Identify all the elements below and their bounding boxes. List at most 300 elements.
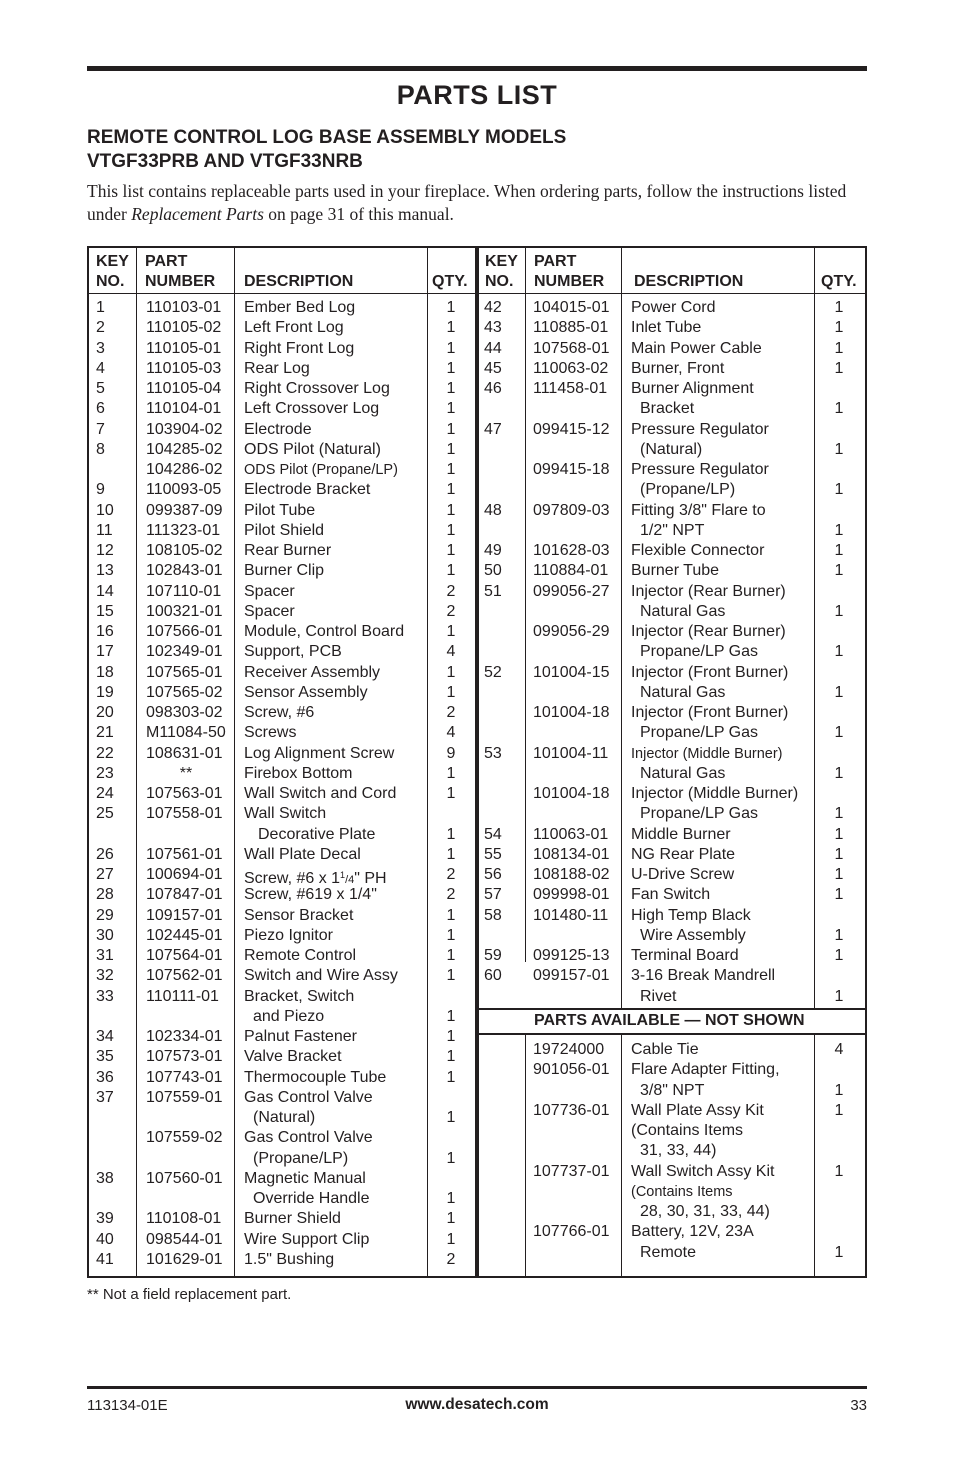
- description: (Propane/LP): [640, 481, 736, 499]
- description: (Contains Items: [631, 1122, 744, 1139]
- table-row: [479, 865, 865, 885]
- table-row: [89, 845, 475, 865]
- part-number: 108631-01: [146, 744, 223, 762]
- table-row: [479, 825, 865, 845]
- top-rule: [87, 66, 867, 71]
- description: Gas Control Valve: [244, 1088, 373, 1106]
- description: Screw, #6 x $1^1/4$" PH: [244, 870, 387, 887]
- table-row: [89, 440, 475, 460]
- table-row: [89, 1149, 475, 1169]
- header-description-right: DESCRIPTION: [634, 273, 744, 290]
- description: Burner Alignment: [631, 380, 754, 397]
- key-no: 50: [484, 562, 502, 580]
- description: Pressure Regulator: [631, 420, 769, 438]
- part-number: 098303-02: [146, 704, 223, 721]
- part-number: 19724000: [533, 1041, 605, 1058]
- description: Injector (Middle Burner): [631, 785, 799, 802]
- part-number: 110093-05: [146, 481, 222, 499]
- description: Propane/LP Gas: [640, 724, 759, 742]
- description: Terminal Board: [631, 947, 739, 964]
- table-row: [89, 622, 475, 642]
- table-row: [89, 906, 475, 926]
- table-row: [89, 642, 475, 662]
- table-row: [89, 764, 475, 784]
- key-no: 2: [96, 319, 105, 337]
- description: Right Crossover Log: [244, 380, 390, 397]
- key-no: 23: [96, 764, 114, 782]
- table-row: [479, 703, 865, 723]
- key-no: 27: [96, 866, 114, 883]
- part-number: 110105-01: [146, 339, 222, 357]
- table-row: [479, 339, 865, 359]
- table-row: [89, 460, 475, 480]
- part-number: 099387-09: [146, 501, 223, 519]
- intro-text-2: on page 31 of this manual.: [263, 204, 454, 224]
- description: Firebox Bottom: [244, 764, 353, 782]
- part-number: 107561-01: [146, 845, 223, 863]
- part-number: M11084-50: [146, 724, 226, 742]
- quantity: 4: [446, 643, 456, 661]
- key-no: 43: [484, 319, 502, 337]
- description: Left Front Log: [244, 319, 344, 337]
- table-row: [89, 339, 475, 359]
- key-no: 35: [96, 1048, 114, 1066]
- table-row: [479, 399, 865, 419]
- part-number: 107559-01: [146, 1088, 223, 1106]
- description: Wall Plate Decal: [244, 845, 361, 863]
- key-no: 21: [96, 724, 114, 742]
- part-number: 109157-01: [146, 906, 223, 924]
- part-number: 100321-01: [146, 602, 223, 620]
- key-no: 1: [96, 299, 105, 316]
- header-number: NUMBER: [145, 273, 216, 290]
- description: Thermocouple Tube: [244, 1068, 387, 1086]
- intro-paragraph: [87, 180, 877, 226]
- description: Flexible Connector: [631, 542, 765, 559]
- key-no: 26: [96, 845, 114, 863]
- table-row: [479, 379, 865, 399]
- description: Receiver Assembly: [244, 663, 381, 681]
- key-no: 45: [484, 359, 502, 377]
- description: Remote Control: [244, 947, 357, 964]
- table-row: [479, 723, 865, 743]
- table-row: [479, 764, 865, 784]
- quantity: 1: [446, 906, 456, 924]
- description: Screws: [244, 724, 297, 742]
- part-number: 099998-01: [533, 886, 610, 904]
- quantity: 1: [446, 1190, 456, 1207]
- table-row: [89, 744, 475, 764]
- quantity: 1: [446, 926, 456, 944]
- table-row: [89, 561, 475, 581]
- table-row: [89, 865, 475, 885]
- key-no: 13: [96, 562, 114, 580]
- table-row: [89, 501, 475, 521]
- footnote: ** Not a field replacement part.: [87, 1286, 292, 1303]
- quantity: 1: [834, 562, 844, 580]
- description: Palnut Fastener: [244, 1028, 357, 1045]
- fraction-denominator: /4: [345, 874, 355, 886]
- description: Injector (Rear Burner): [631, 623, 786, 640]
- part-number: 101004-18: [533, 704, 610, 721]
- description: Cable Tie: [631, 1041, 699, 1058]
- parts-table-right: [477, 246, 867, 1278]
- quantity: 1: [834, 987, 844, 1005]
- table-row: [479, 966, 865, 986]
- description: Wall Plate Assy Kit: [631, 1101, 764, 1119]
- quantity: 4: [446, 724, 456, 742]
- part-number: 107558-01: [146, 805, 223, 823]
- key-no: 24: [96, 785, 114, 802]
- table-row: [89, 987, 475, 1007]
- table-row: [89, 784, 475, 804]
- description: Inlet Tube: [631, 319, 702, 337]
- header-number-right: NUMBER: [534, 273, 605, 290]
- key-no: 32: [96, 967, 114, 985]
- quantity: 1: [834, 521, 844, 539]
- not-shown-title: PARTS AVAILABLE — NOT SHOWN: [534, 1012, 805, 1029]
- key-no: 22: [96, 744, 114, 762]
- quantity: 1: [446, 1028, 456, 1045]
- key-no: 19: [96, 683, 114, 701]
- table-row: [89, 318, 475, 338]
- part-number: 110063-01: [533, 825, 609, 843]
- header-description: DESCRIPTION: [244, 273, 354, 290]
- key-no: 47: [484, 420, 502, 438]
- key-no: 34: [96, 1028, 114, 1045]
- header-part: PART: [145, 253, 188, 270]
- key-no: 18: [96, 663, 114, 681]
- quantity: 1: [446, 521, 456, 539]
- description: Flare Adapter Fitting,: [631, 1061, 780, 1079]
- table-row: [479, 784, 865, 804]
- quantity: 1: [834, 339, 844, 357]
- table-row: [89, 1128, 475, 1148]
- section-subtitle: [87, 126, 867, 174]
- description: Burner Tube: [631, 562, 720, 580]
- part-number: 099056-29: [533, 623, 610, 640]
- description: NG Rear Plate: [631, 845, 736, 863]
- table-row: [479, 521, 865, 541]
- key-no: 28: [96, 886, 114, 904]
- part-number: 110105-03: [146, 359, 222, 377]
- description: Spacer: [244, 582, 295, 600]
- description: Natural Gas: [640, 602, 726, 620]
- description: Bracket: [640, 400, 695, 418]
- quantity: 1: [834, 400, 844, 418]
- quantity: 1: [446, 967, 456, 985]
- quantity: 4: [834, 1041, 844, 1058]
- table-row: [479, 582, 865, 602]
- header-qty: QTY.: [432, 273, 468, 290]
- quantity: 1: [834, 724, 844, 742]
- quantity: 1: [834, 886, 844, 904]
- table-row: [479, 1081, 865, 1101]
- part-number: 104286-02: [146, 461, 223, 478]
- quantity: 1: [446, 1149, 456, 1167]
- description: Left Crossover Log: [244, 400, 380, 418]
- quantity: 1: [834, 1101, 844, 1119]
- key-no: 25: [96, 805, 114, 823]
- table-row: [479, 926, 865, 946]
- part-number: 101004-15: [533, 663, 610, 681]
- key-no: 36: [96, 1068, 114, 1086]
- table-row: [89, 683, 475, 703]
- table-row: [89, 1027, 475, 1047]
- quantity: 1: [834, 359, 844, 377]
- part-number: 101629-01: [146, 1250, 223, 1268]
- table-row: [89, 946, 475, 966]
- table-row: [479, 1182, 865, 1202]
- quantity: 1: [834, 947, 844, 964]
- key-no: 12: [96, 542, 114, 559]
- table-row: [479, 440, 865, 460]
- quantity: 1: [446, 845, 456, 863]
- table-row: [479, 561, 865, 581]
- part-number: 107743-01: [146, 1068, 223, 1086]
- key-no: 20: [96, 704, 114, 721]
- table-row: [479, 906, 865, 926]
- table-row: [89, 885, 475, 905]
- part-number: 110063-02: [533, 359, 609, 377]
- description: Decorative Plate: [258, 825, 376, 843]
- quantity: 2: [446, 582, 456, 600]
- table-row: [89, 804, 475, 824]
- table-row: [479, 359, 865, 379]
- key-no: 17: [96, 643, 114, 661]
- description: 28, 30, 31, 33, 44): [640, 1203, 770, 1220]
- header-part-right: PART: [534, 253, 577, 270]
- quantity: 1: [834, 481, 844, 499]
- table-row: [479, 1202, 865, 1222]
- fraction-superscript: 1: [340, 870, 346, 880]
- description: Electrode: [244, 420, 312, 438]
- table-row: [89, 602, 475, 622]
- part-number: 110885-01: [533, 319, 609, 337]
- table-row: [479, 1040, 865, 1060]
- quantity: 1: [446, 1230, 456, 1248]
- part-number: 107565-01: [146, 663, 223, 681]
- key-no: 52: [484, 663, 502, 681]
- page-title: PARTS LIST: [396, 80, 558, 110]
- header-key-right: KEY: [485, 253, 518, 270]
- table-row: [479, 501, 865, 521]
- quantity: 1: [834, 319, 844, 337]
- bottom-rule: [87, 1386, 867, 1389]
- description: Screw, #6: [244, 704, 315, 721]
- parts-table-left: [87, 246, 477, 1278]
- key-no: 4: [96, 359, 105, 377]
- quantity: 1: [446, 947, 456, 964]
- quantity: 1: [834, 643, 844, 661]
- key-no: 30: [96, 926, 114, 944]
- description: Switch and Wire Assy: [244, 967, 398, 985]
- description: Module, Control Board: [244, 623, 405, 640]
- key-no: 49: [484, 542, 502, 559]
- table-row: [479, 1121, 865, 1141]
- table-row: [89, 399, 475, 419]
- quantity: 1: [446, 1007, 456, 1025]
- quantity: 1: [834, 1081, 844, 1099]
- table-row: [89, 541, 475, 561]
- part-number: 107573-01: [146, 1048, 223, 1066]
- quantity: 2: [446, 704, 456, 721]
- description: Log Alignment Screw: [244, 744, 395, 762]
- quantity: 1: [446, 319, 456, 337]
- table-row: [479, 946, 865, 966]
- key-no: 8: [96, 440, 105, 458]
- description: Sensor Bracket: [244, 906, 354, 924]
- table-row: [89, 521, 475, 541]
- key-no: 48: [484, 501, 502, 519]
- part-number: 110108-01: [146, 1210, 222, 1228]
- description: Rear Log: [244, 359, 310, 377]
- intro-text-1: This list contains replaceable parts used in your fireplace. When ordering parts, follow the instructions listed under: [87, 181, 847, 224]
- table-row: [479, 1243, 865, 1263]
- key-no: 6: [96, 400, 105, 418]
- part-number: 107766-01: [533, 1223, 610, 1241]
- key-no: 41: [96, 1250, 114, 1268]
- description: Pilot Tube: [244, 501, 316, 519]
- key-no: 53: [484, 744, 502, 762]
- part-number: 099415-12: [533, 420, 610, 438]
- header-qty-right: QTY.: [821, 273, 857, 290]
- quantity: 1: [446, 1068, 456, 1086]
- subtitle-line-2: VTGF33PRB AND VTGF33NRB: [87, 151, 363, 172]
- description: Pilot Shield: [244, 521, 325, 539]
- part-number: 099157-01: [533, 967, 610, 985]
- quantity: 1: [446, 764, 456, 782]
- part-number: 100694-01: [146, 866, 223, 883]
- website-link[interactable]: www.desatech.com: [405, 1396, 549, 1413]
- description: High Temp Black: [631, 906, 751, 924]
- table-row: [89, 966, 475, 986]
- description: Injector (Rear Burner): [631, 582, 786, 600]
- description: (Natural): [253, 1109, 316, 1126]
- table-row: [89, 1088, 475, 1108]
- description: 3-16 Break Mandrell: [631, 967, 776, 985]
- table-row: [89, 379, 475, 399]
- table-row: [89, 825, 475, 845]
- table-row: [89, 1169, 475, 1189]
- quantity: 1: [834, 440, 844, 458]
- description: (Propane/LP): [253, 1149, 349, 1167]
- description: Valve Bracket: [244, 1048, 342, 1066]
- table-row: [479, 318, 865, 338]
- part-number: 110111-01: [146, 987, 219, 1005]
- part-number: 107559-02: [146, 1129, 223, 1147]
- quantity: 1: [834, 1243, 844, 1261]
- part-number: 102445-01: [146, 926, 223, 944]
- header-no-right: NO.: [485, 273, 514, 290]
- key-no: 54: [484, 825, 502, 843]
- part-number: 107566-01: [146, 623, 223, 640]
- quantity: 2: [446, 1250, 456, 1268]
- quantity: 2: [446, 866, 456, 883]
- parts-table: [87, 246, 867, 1278]
- quantity: 1: [446, 683, 456, 701]
- description: ODS Pilot (Propane/LP): [244, 462, 398, 478]
- table-row: [479, 845, 865, 865]
- description: and Piezo: [253, 1007, 325, 1025]
- description: ODS Pilot (Natural): [244, 440, 381, 458]
- quantity: 1: [834, 542, 844, 559]
- table-row: [479, 1060, 865, 1080]
- quantity: 1: [446, 1210, 456, 1228]
- description: Spacer: [244, 602, 295, 620]
- quantity: 1: [446, 542, 456, 559]
- key-no: 56: [484, 866, 502, 883]
- table-row: [479, 885, 865, 905]
- table-row: [479, 480, 865, 500]
- table-row: [89, 1209, 475, 1229]
- quantity: 1: [446, 501, 456, 519]
- part-number: 110103-01: [146, 299, 222, 316]
- quantity: 1: [834, 602, 844, 620]
- quantity: 1: [834, 926, 844, 944]
- quantity: 1: [834, 866, 844, 883]
- key-no: 39: [96, 1210, 114, 1228]
- table-row: [89, 359, 475, 379]
- part-number: 099056-27: [533, 582, 610, 600]
- page-number: 33: [850, 1397, 867, 1414]
- description: Remote: [640, 1243, 697, 1261]
- part-number: 107847-01: [146, 886, 223, 904]
- key-no: 11: [96, 521, 113, 539]
- description: Electrode Bracket: [244, 481, 371, 499]
- table-row: [89, 723, 475, 743]
- quantity: 1: [446, 1048, 456, 1066]
- key-no: 29: [96, 906, 114, 924]
- table-row: [89, 1068, 475, 1088]
- key-no: 44: [484, 339, 502, 357]
- quantity: 1: [446, 481, 456, 499]
- table-row: [479, 460, 865, 480]
- quantity: 1: [834, 825, 844, 843]
- description: Main Power Cable: [631, 339, 762, 357]
- description: Injector (Front Burner): [631, 663, 789, 681]
- header-key: KEY: [96, 253, 129, 270]
- part-number: 108105-02: [146, 542, 223, 559]
- quantity: 1: [446, 461, 456, 478]
- table-row: [479, 1222, 865, 1242]
- description: Fitting 3/8" Flare to: [631, 501, 766, 519]
- key-no: 40: [96, 1230, 114, 1248]
- quantity: 1: [446, 400, 456, 418]
- table-row: [479, 1101, 865, 1121]
- key-no: 31: [96, 947, 114, 964]
- intro-italic: Replacement Parts: [131, 204, 264, 224]
- key-no: 10: [96, 501, 114, 519]
- description: Bracket, Switch: [244, 987, 355, 1005]
- part-number: 108188-02: [533, 866, 610, 883]
- part-number: 107736-01: [533, 1101, 610, 1119]
- description: Burner Clip: [244, 562, 325, 580]
- quantity: 1: [446, 299, 456, 316]
- part-number: 107560-01: [146, 1169, 223, 1187]
- key-no: 5: [96, 380, 105, 397]
- key-no: 46: [484, 380, 502, 397]
- quantity: 1: [446, 623, 456, 640]
- table-row: [479, 744, 865, 764]
- part-number: 901056-01: [533, 1061, 610, 1079]
- key-no: 55: [484, 845, 502, 863]
- table-row: [479, 298, 865, 318]
- part-number: 107568-01: [533, 339, 610, 357]
- key-no: 37: [96, 1088, 114, 1106]
- description: Natural Gas: [640, 764, 726, 782]
- header-no: NO.: [96, 273, 125, 290]
